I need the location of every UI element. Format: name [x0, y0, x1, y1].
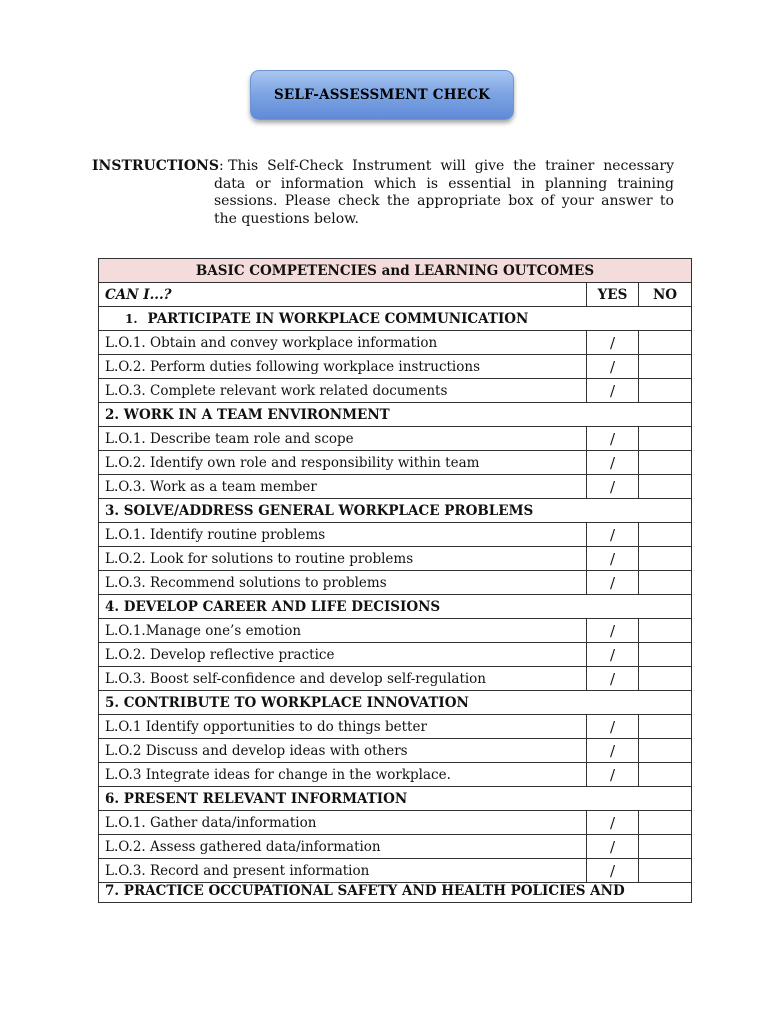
- no-checkbox-cell[interactable]: [639, 739, 692, 763]
- section-number: 2.: [105, 406, 120, 423]
- section-title: PARTICIPATE IN WORKPLACE COMMUNICATION: [147, 310, 529, 327]
- learning-outcome-text: L.O.3. Boost self-confidence and develop self-regulation: [99, 667, 587, 691]
- section-title: PRESENT RELEVANT INFORMATION: [123, 790, 408, 807]
- no-checkbox-cell[interactable]: [639, 475, 692, 499]
- section-row: [99, 691, 692, 715]
- learning-outcome-text: L.O.2 Discuss and develop ideas with others: [99, 739, 587, 763]
- yes-checkbox-cell[interactable]: /: [587, 811, 639, 835]
- section-number: 5.: [105, 694, 120, 711]
- learning-outcome-text: L.O.1. Identify routine problems: [99, 523, 587, 547]
- yes-checkbox-cell[interactable]: /: [587, 763, 639, 787]
- learning-outcome-text: L.O.3. Work as a team member: [99, 475, 587, 499]
- yes-column-header: YES: [587, 283, 639, 307]
- yes-checkbox-cell[interactable]: /: [587, 355, 639, 379]
- section-row: [99, 787, 692, 811]
- learning-outcome-row: [99, 715, 692, 739]
- can-i-label: CAN I...?: [99, 283, 587, 307]
- learning-outcome-text: L.O.1. Describe team role and scope: [99, 427, 587, 451]
- no-checkbox-cell[interactable]: [639, 571, 692, 595]
- learning-outcome-text: L.O.1 Identify opportunities to do things better: [99, 715, 587, 739]
- learning-outcome-text: L.O.2. Identify own role and responsibility within team: [99, 451, 587, 475]
- learning-outcome-row: [99, 739, 692, 763]
- yes-checkbox-cell[interactable]: /: [587, 643, 639, 667]
- learning-outcome-text: L.O.1. Obtain and convey workplace information: [99, 331, 587, 355]
- learning-outcome-text: L.O.2. Develop reflective practice: [99, 643, 587, 667]
- yes-checkbox-cell[interactable]: /: [587, 475, 639, 499]
- learning-outcome-row: [99, 835, 692, 859]
- learning-outcome-row: [99, 763, 692, 787]
- yes-checkbox-cell[interactable]: /: [587, 859, 639, 883]
- learning-outcome-row: [99, 355, 692, 379]
- learning-outcome-text: L.O.2. Perform duties following workplace instructions: [99, 355, 587, 379]
- section-row: [99, 403, 692, 427]
- section-number: 1.: [125, 311, 138, 326]
- learning-outcome-row: [99, 667, 692, 691]
- yes-checkbox-cell[interactable]: /: [587, 379, 639, 403]
- learning-outcome-text: L.O.1.Manage one’s emotion: [99, 619, 587, 643]
- learning-outcome-text: L.O.3. Record and present information: [99, 859, 587, 883]
- table-header-row: [99, 259, 692, 283]
- section-title-cell: [99, 691, 692, 715]
- section-title: DEVELOP CAREER AND LIFE DECISIONS: [123, 598, 441, 615]
- learning-outcome-text: L.O.2. Assess gathered data/information: [99, 835, 587, 859]
- section-row: [99, 307, 692, 331]
- no-checkbox-cell[interactable]: [639, 835, 692, 859]
- yes-checkbox-cell[interactable]: /: [587, 571, 639, 595]
- section-row: [99, 499, 692, 523]
- section-title-cell: [99, 499, 692, 523]
- learning-outcome-row: [99, 619, 692, 643]
- no-checkbox-cell[interactable]: [639, 811, 692, 835]
- yes-checkbox-cell[interactable]: /: [587, 427, 639, 451]
- instructions-text-rest: data or information which is essential in planning training sessions. Please check the appropriate box of your answer to the questions below.: [214, 175, 674, 227]
- section-title: SOLVE/ADDRESS GENERAL WORKPLACE PROBLEMS: [123, 502, 534, 519]
- learning-outcome-row: [99, 811, 692, 835]
- instructions-block: [92, 158, 674, 228]
- no-checkbox-cell[interactable]: [639, 451, 692, 475]
- instructions-text-first: This Self-Check Instrument will give the trainer necessary: [228, 158, 674, 174]
- section-title: WORK IN A TEAM ENVIRONMENT: [123, 406, 390, 423]
- learning-outcome-text: L.O.3 Integrate ideas for change in the workplace.: [99, 763, 587, 787]
- instructions-separator: :: [218, 158, 224, 174]
- no-checkbox-cell[interactable]: [639, 763, 692, 787]
- yes-checkbox-cell[interactable]: /: [587, 715, 639, 739]
- section-number: 6.: [105, 790, 120, 807]
- learning-outcome-row: [99, 547, 692, 571]
- section-title-cell: [99, 307, 692, 331]
- no-checkbox-cell[interactable]: [639, 355, 692, 379]
- learning-outcome-row: [99, 643, 692, 667]
- no-checkbox-cell[interactable]: [639, 619, 692, 643]
- no-checkbox-cell[interactable]: [639, 523, 692, 547]
- section-title-cell: [99, 787, 692, 811]
- no-checkbox-cell[interactable]: [639, 379, 692, 403]
- yes-checkbox-cell[interactable]: /: [587, 523, 639, 547]
- learning-outcome-row: [99, 475, 692, 499]
- yes-checkbox-cell[interactable]: /: [587, 619, 639, 643]
- yes-checkbox-cell[interactable]: /: [587, 451, 639, 475]
- section-number: 4.: [105, 598, 120, 615]
- table-header: BASIC COMPETENCIES and LEARNING OUTCOMES: [99, 259, 692, 283]
- section-title-cell: [99, 403, 692, 427]
- yes-checkbox-cell[interactable]: /: [587, 835, 639, 859]
- column-header-row: [99, 283, 692, 307]
- instructions-label: INSTRUCTIONS: [92, 158, 219, 174]
- learning-outcome-row: [99, 379, 692, 403]
- no-checkbox-cell[interactable]: [639, 859, 692, 883]
- learning-outcome-text: L.O.3. Complete relevant work related documents: [99, 379, 587, 403]
- section-title-cell: [99, 595, 692, 619]
- learning-outcome-row: [99, 859, 692, 883]
- no-checkbox-cell[interactable]: [639, 427, 692, 451]
- no-checkbox-cell[interactable]: [639, 547, 692, 571]
- no-checkbox-cell[interactable]: [639, 715, 692, 739]
- no-checkbox-cell[interactable]: [639, 643, 692, 667]
- section-title-cell: [99, 883, 692, 903]
- section-row: [99, 595, 692, 619]
- learning-outcome-text: L.O.3. Recommend solutions to problems: [99, 571, 587, 595]
- section-number: 3.: [105, 502, 120, 519]
- section-number: 7.: [105, 883, 120, 899]
- section-title: PRACTICE OCCUPATIONAL SAFETY AND HEALTH POLICIES AND: [123, 883, 625, 899]
- no-checkbox-cell[interactable]: [639, 667, 692, 691]
- yes-checkbox-cell[interactable]: /: [587, 331, 639, 355]
- learning-outcome-text: L.O.1. Gather data/information: [99, 811, 587, 835]
- learning-outcome-row: [99, 427, 692, 451]
- page-title: SELF-ASSESSMENT CHECK: [273, 87, 491, 103]
- yes-checkbox-cell[interactable]: /: [587, 547, 639, 571]
- section-title: CONTRIBUTE TO WORKPLACE INNOVATION: [123, 694, 469, 711]
- learning-outcome-row: [99, 523, 692, 547]
- learning-outcome-text: L.O.2. Look for solutions to routine problems: [99, 547, 587, 571]
- no-column-header: NO: [639, 283, 692, 307]
- no-checkbox-cell[interactable]: [639, 331, 692, 355]
- title-banner: [250, 70, 514, 120]
- learning-outcome-row: [99, 331, 692, 355]
- learning-outcome-row: [99, 571, 692, 595]
- yes-checkbox-cell[interactable]: /: [587, 739, 639, 763]
- section-row: [99, 883, 692, 903]
- learning-outcome-row: [99, 451, 692, 475]
- self-assessment-table: [98, 258, 692, 903]
- yes-checkbox-cell[interactable]: /: [587, 667, 639, 691]
